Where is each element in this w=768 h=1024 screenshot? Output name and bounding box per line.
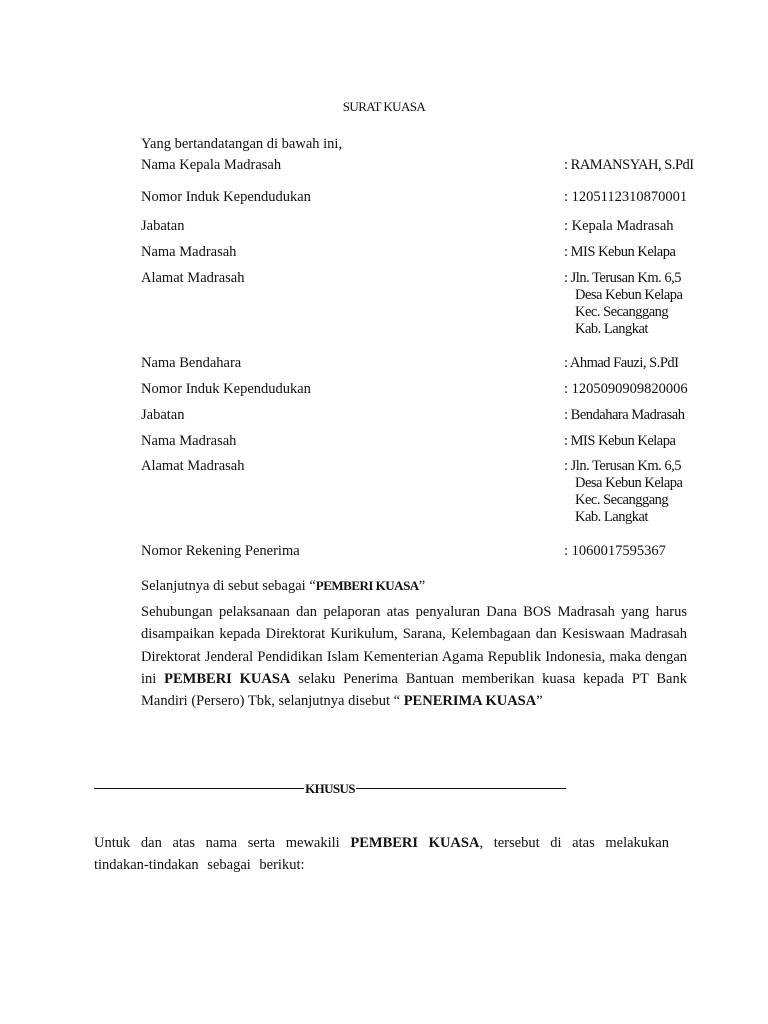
main-paragraph	[141, 601, 687, 712]
kepala-jabatan-value: : Kepala Madrasah	[564, 218, 674, 234]
bendahara-nik-label: Nomor Induk Kependudukan	[141, 381, 311, 397]
pemberi-kuasa-line	[141, 577, 425, 595]
rekening-label: Nomor Rekening Penerima	[141, 543, 300, 559]
paragraph-text: ”	[536, 693, 543, 710]
bendahara-madrasah-label: Nama Madrasah	[141, 433, 237, 449]
kepala-alamat-label: Alamat Madrasah	[141, 270, 245, 286]
intro-text: Yang bertandatangan di bawah ini,	[141, 136, 343, 152]
divider-line	[356, 788, 566, 789]
kepala-alamat-line: Desa Kebun Kelapa	[575, 287, 683, 303]
kepala-nik-label: Nomor Induk Kependudukan	[141, 189, 311, 205]
closing-text: , tersebut di atas melakukan tindakan-tindakan sebagai berikut:	[94, 835, 669, 873]
pemberi-suffix: ”	[418, 578, 426, 594]
divider-line	[94, 788, 304, 789]
pemberi-kuasa-term: PEMBERI KUASA	[164, 670, 291, 687]
kepala-alamat-line: : Jln. Terusan Km. 6,5	[564, 270, 682, 286]
penerima-kuasa-term: PENERIMA KUASA	[403, 693, 537, 710]
rekening-value: : 1060017595367	[564, 543, 666, 559]
kepala-alamat-line: Kec. Secanggang	[575, 304, 669, 320]
closing-text: Untuk dan atas nama serta mewakili	[94, 835, 351, 851]
paragraph-text: selaku Penerima Bantuan memberikan kuasa kepada PT Bank Mandiri (Persero) Tbk, selanjutnya disebut “	[141, 670, 687, 710]
paragraph-text: Sehubungan pelaksanaan dan pelaporan atas penyaluran Dana BOS Madrasah yang harus disampaikan kepada Direktorat Kurikulum, Sarana, Kelembagaan dan Kesiswaan Madrasah Direktorat Jenderal Pendidikan Islam Kementerian Agama Republik Indonesia, maka dengan ini	[141, 604, 687, 687]
kepala-name-value: : RAMANSYAH, S.PdI	[564, 157, 694, 173]
bendahara-alamat-line: Desa Kebun Kelapa	[575, 475, 683, 491]
document-title: SURAT KUASA	[342, 99, 426, 114]
bendahara-jabatan-value: : Bendahara Madrasah	[564, 407, 685, 423]
pemberi-prefix: Selanjutnya di sebut sebagai “	[141, 578, 316, 594]
kepala-madrasah-label: Nama Madrasah	[141, 244, 237, 260]
bendahara-name-label: Nama Bendahara	[141, 355, 242, 371]
kepala-name-label: Nama Kepala Madrasah	[141, 157, 282, 173]
khusus-heading: KHUSUS	[305, 780, 355, 796]
bendahara-alamat-line: : Jln. Terusan Km. 6,5	[564, 458, 682, 474]
bendahara-alamat-line: Kab. Langkat	[575, 509, 648, 525]
pemberi-kuasa-term: PEMBERI KUASA	[315, 578, 419, 593]
bendahara-nik-value: : 1205090909820006	[564, 381, 688, 397]
kepala-jabatan-label: Jabatan	[141, 218, 185, 234]
kepala-alamat-line: Kab. Langkat	[575, 321, 648, 337]
bendahara-name-value: : Ahmad Fauzi, S.PdI	[564, 355, 679, 371]
bendahara-alamat-label: Alamat Madrasah	[141, 458, 245, 474]
khusus-divider	[94, 780, 566, 797]
bendahara-jabatan-label: Jabatan	[141, 407, 185, 423]
bendahara-madrasah-value: : MIS Kebun Kelapa	[564, 433, 676, 449]
bendahara-alamat-line: Kec. Secanggang	[575, 492, 669, 508]
kepala-nik-value: : 1205112310870001	[564, 189, 688, 205]
pemberi-kuasa-term: PEMBERI KUASA	[350, 835, 480, 851]
kepala-madrasah-value: : MIS Kebun Kelapa	[564, 244, 676, 260]
closing-paragraph	[94, 832, 669, 876]
